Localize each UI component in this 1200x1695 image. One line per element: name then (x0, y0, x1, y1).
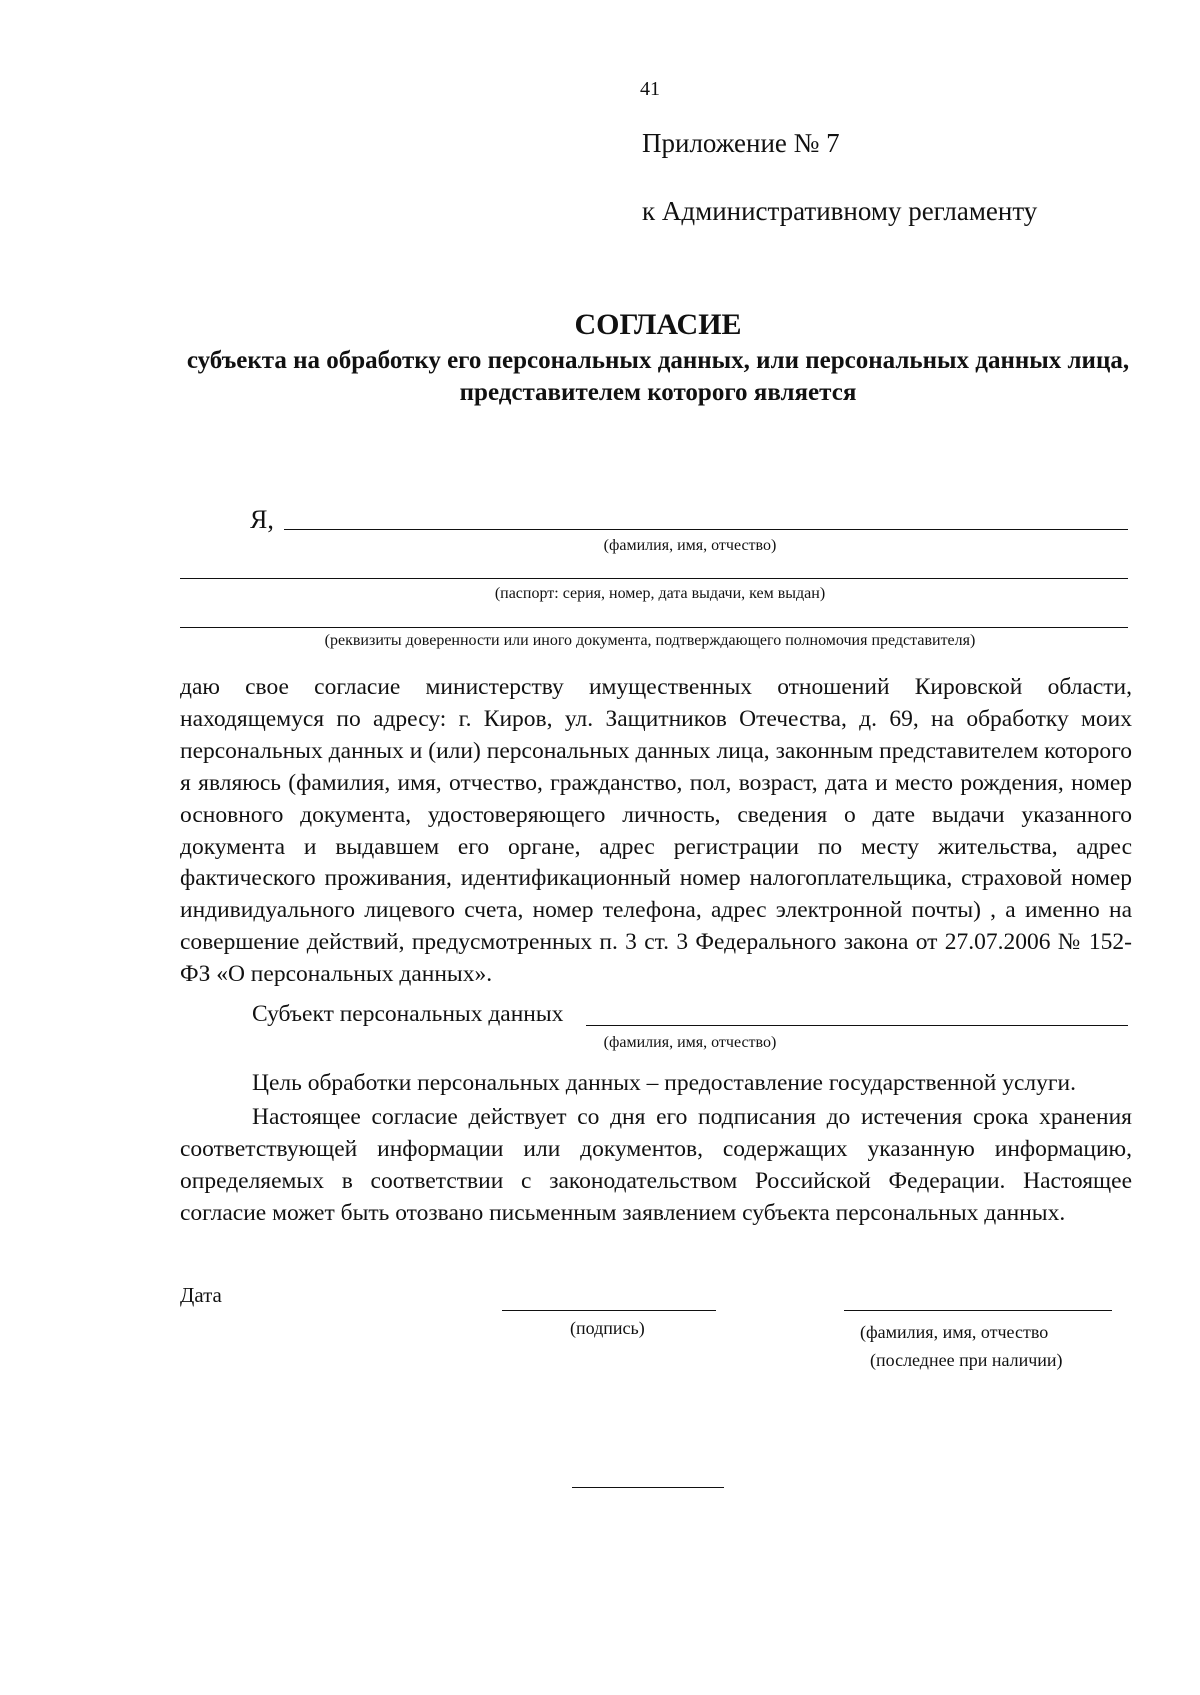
signature-caption: (подпись) (570, 1318, 645, 1338)
signature-line[interactable] (502, 1310, 716, 1311)
ya-label: Я, (250, 505, 274, 534)
document-subheading: субъекта на обработку его персональных данных, или персональных данных лица, представителем которого является (186, 347, 1130, 406)
fio-input-line[interactable] (284, 529, 1128, 530)
date-label: Дата (180, 1283, 222, 1307)
validity-text: Настоящее согласие действует со дня его подписания до истечения срока хранения соответствующей информации или документов, содержащих указанную информацию, определяемых в соответствии с законодательством Российской Федерации. Настоящее согласие может быть отозвано письменным заявлением субъекта персональных данных. (180, 1104, 1132, 1226)
signer-name-caption-line1: (фамилия, имя, отчество (860, 1322, 1049, 1342)
passport-caption: (паспорт: серия, номер, дата выдачи, кем выдан) (494, 585, 826, 602)
closing-divider (572, 1487, 724, 1488)
appendix-title: Приложение № 7 (642, 128, 840, 158)
purpose-text: Цель обработки персональных данных – предоставление государственной услуги. (252, 1070, 1076, 1096)
consent-text: даю свое согласие министерству имущественных отношений Кировской области, находящемуся по адресу: г. Киров, ул. Защитников Отечества, д. 69, на обработку моих персональных данных и (или) персональных данных лица, законным представителем которого я являюсь (фамилия, имя, отчество, гражданство, пол, возраст, дата и место рождения, номер основного документа, удостоверяющего личность, сведения о дате выдачи указанного документа и выдавшем его органе, адрес регистрации по месту жительства, адрес фактического проживания, идентификационный номер налогоплательщика, страховой номер индивидуального лицевого счета, номер телефона, адрес электронной почты) , а именно на совершение действий, предусмотренных п. 3 ст. 3 Федерального закона от 27.07.2006 № 152-ФЗ «О персональных данных». (180, 674, 1132, 988)
subject-label: Субъект персональных данных (252, 1001, 564, 1027)
passport-input-line[interactable] (180, 578, 1128, 579)
page-number: 41 (640, 78, 660, 100)
appendix-subtitle: к Административному регламенту (642, 196, 1038, 226)
subject-input-line[interactable] (586, 1025, 1128, 1026)
subject-caption: (фамилия, имя, отчество) (603, 1034, 777, 1051)
signer-name-caption-line2: (последнее при наличии) (870, 1350, 1063, 1370)
signer-name-line[interactable] (844, 1310, 1112, 1311)
document-heading: СОГЛАСИЕ (574, 308, 742, 341)
fio-caption: (фамилия, имя, отчество) (603, 537, 777, 554)
proxy-caption: (реквизиты доверенности или иного документа, подтверждающего полномочия представителя) (324, 632, 976, 649)
proxy-input-line[interactable] (180, 627, 1128, 628)
